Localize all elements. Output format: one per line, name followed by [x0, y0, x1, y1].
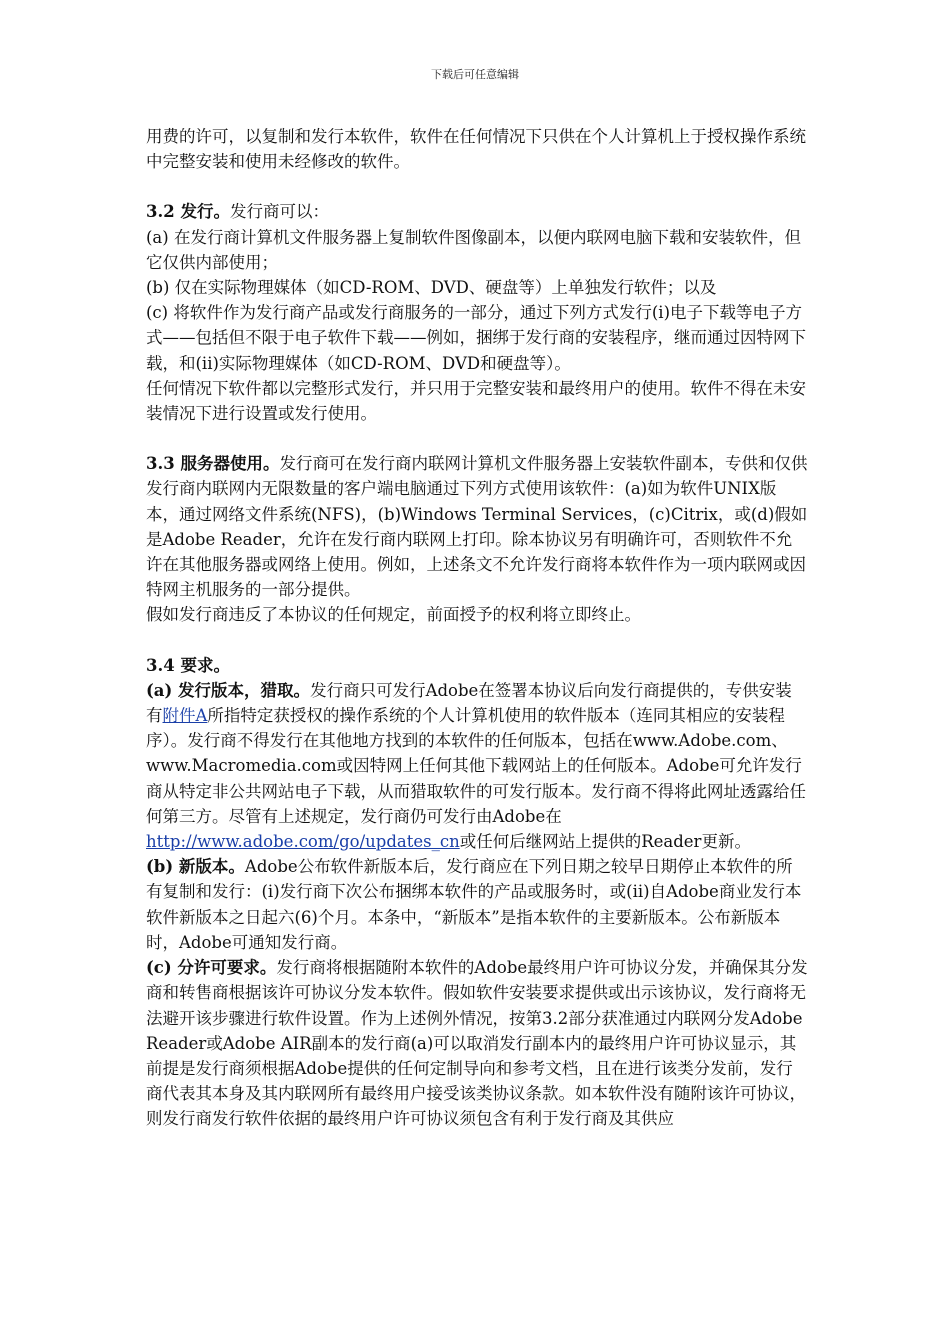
section-3-3-closing: 假如发行商违反了本协议的任何规定，前面授予的权利将立即终止。: [146, 605, 641, 625]
section-3-2-item-a: (a) 在发行商计算机文件服务器上复制软件图像副本，以便内联网电脑下载和安装软件，但它仅供内部使用；: [146, 227, 801, 272]
page-header: 下载后可任意编辑: [431, 68, 519, 81]
updates-url-link[interactable]: http://www.adobe.com/go/updates_cn: [146, 832, 460, 852]
section-3-3-heading: 3.3 服务器使用。: [146, 454, 280, 474]
item-c-heading: (c) 分许可要求。: [146, 958, 277, 978]
section-3-2-closing: 任何情况下软件都以完整形式发行，并只用于完整安装和最终用户的使用。软件不得在未安装情况下进行设置或发行使用。: [146, 378, 806, 424]
section-3-3-body: 3.3 服务器使用。发行商可在发行商内联网计算机文件服务器上安装软件副本，专供和仅供发行商内联网内无限数量的客户端电脑通过下列方式使用该软件：(a)如为软件UNIX版本，通过网络文件系统(NFS)，(b)Windows Terminal Services，(c)Citrix，或(d)假如是Adobe Reader，允许在发行商内联网上打印。除本协议另有明确许可，否则软件不允许在其他服务器或网络上使用。例如，上述条文不允许发行商将本软件作为一项内联网或因特网主机服务的一部分提供。: [146, 454, 808, 600]
section-3-4-heading: 3.4 要求。: [146, 655, 230, 675]
section-3-4-item-b: (b) 新版本。Adobe公布软件新版本后，发行商应在下列日期之较早日期停止本软件的所有复制和发行：(i)发行商下次公布捆绑本软件的产品或服务时，或(ii)自Adobe商业发行本软件新版本之日起六(6)个月。本条中，“新版本”是指本软件的主要新版本。公布新版本时，Adobe可通知发行商。: [146, 857, 802, 952]
item-a-heading: (a) 发行版本，猎取。: [146, 680, 311, 700]
spacer: [146, 628, 808, 653]
spacer: [146, 426, 808, 451]
document-body: [146, 124, 808, 1132]
section-3-4-item-c: (c) 分许可要求。发行商将根据随附本软件的Adobe最终用户许可协议分发，并确保其分发商和转售商根据该许可协议分发本软件。假如软件安装要求提供或出示该协议，发行商将无法避开该步骤进行软件设置。作为上述例外情况，按第3.2部分获准通过内联网分发Adobe Reader或Adobe AIR副本的发行商(a)可以取消发行副本内的最终用户许可协议显示，其前提是发行商须根据Adobe提供的任何定制导向和参考文档，且在进行该类分发前，发行商代表其本身及其内联网所有最终用户接受该类协议条款。如本软件没有随附该许可协议，则发行商发行软件依据的最终用户许可协议须包含有利于发行商及其供应: [146, 958, 808, 1129]
appendix-a-link[interactable]: 附件A: [162, 706, 208, 726]
item-b-heading: (b) 新版本。: [146, 857, 245, 877]
spacer: [146, 174, 808, 199]
section-3-2-lead: 3.2 发行。发行商可以：: [146, 202, 329, 222]
section-3-2-item-c: (c) 将软件作为发行商产品或发行商服务的一部分，通过下列方式发行(i)电子下载等电子方式——包括但不限于电子软件下载——例如，捆绑于发行商的安装程序，继而通过因特网下载，和(ii)实际物理媒体（如CD-ROM、DVD和硬盘等）。: [146, 303, 806, 373]
section-3-2-heading: 3.2 发行。: [146, 202, 230, 222]
intro-paragraph: 用费的许可，以复制和发行本软件，软件在任何情况下只供在个人计算机上于授权操作系统中完整安装和使用未经修改的软件。: [146, 127, 806, 172]
section-3-2-item-b: (b) 仅在实际物理媒体（如CD-ROM、DVD、硬盘等）上单独发行软件；以及: [146, 278, 717, 298]
section-3-4-item-a: (a) 发行版本，猎取。发行商只可发行Adobe在签署本协议后向发行商提供的，专供安装有附件A所指特定获授权的操作系统的个人计算机使用的软件版本（连同其相应的安装程序）。发行商不得发行在其他地方找到的本软件的任何版本，包括在www.Adobe.com、www.Macromedia.com或因特网上任何其他下载网站上的任何版本。Adobe可允许发行商从特定非公共网站电子下载，从而猎取软件的可发行版本。发行商不得将此网址透露给任何第三方。尽管有上述规定，发行商仍可发行由Adobe在http://www.adobe.com/go/updates_cn或任何后继网站上提供的Reader更新。: [146, 680, 806, 852]
